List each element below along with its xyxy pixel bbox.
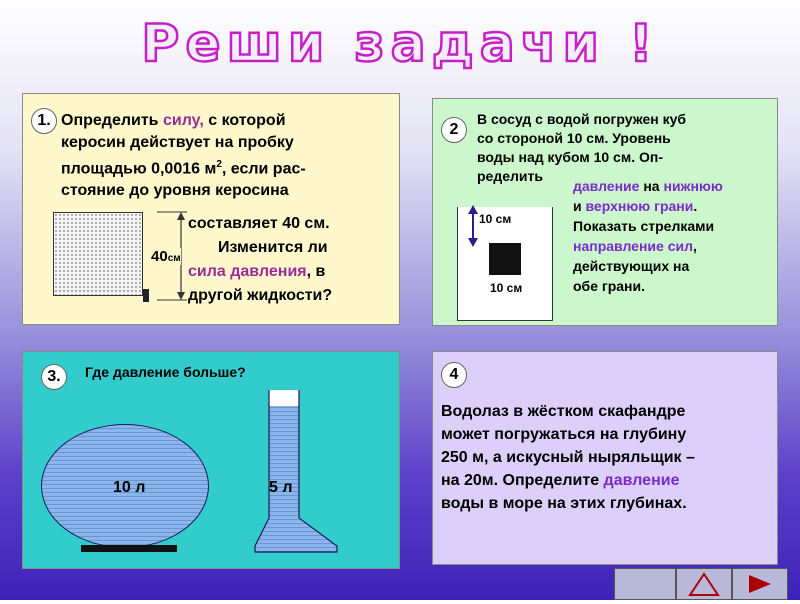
task-1-text: Определить силу, с которой керосин действует на пробку площадью 0,0016 $м^2$, если рас- стояние до уровня керосина bbox=[61, 112, 306, 200]
page-title: Реши задачи ! bbox=[141, 14, 659, 74]
large-vessel-stand bbox=[81, 545, 177, 552]
task-2-panel bbox=[432, 98, 778, 326]
task-3-number: 3. bbox=[41, 364, 67, 390]
height-label: 40см bbox=[151, 248, 181, 265]
funnel-vessel-volume: 5 л bbox=[269, 479, 293, 496]
nav-next-button[interactable] bbox=[732, 568, 788, 600]
depth-label: 10 см bbox=[479, 212, 512, 226]
play-arrow-icon bbox=[733, 569, 787, 599]
nav-blank-button[interactable] bbox=[614, 568, 676, 600]
cube-label: 10 см bbox=[490, 281, 523, 295]
task-1-number: 1. bbox=[31, 108, 57, 134]
task-4-text: Водолаз в жёстком скафандре может погружаться на глубину 250 м, а искусный ныряльщик – на 20м. Определите давление воды в море на этих глубинах. bbox=[441, 403, 695, 512]
task-4-panel bbox=[432, 351, 778, 565]
nav-back-button[interactable] bbox=[676, 568, 732, 600]
task-2-text: В сосуд с водой погружен куб со стороной 10 см. Уровень воды над кубом 10 см. Оп- ределить bbox=[477, 111, 687, 184]
task-1-text-continued: составляет 40 см. Изменится ли сила давления, в другой жидкости? bbox=[188, 215, 333, 304]
task-3-panel bbox=[22, 351, 400, 569]
task-1-panel bbox=[22, 93, 400, 325]
kerosene-vessel bbox=[53, 212, 143, 296]
large-vessel-volume: 10 л bbox=[113, 479, 146, 496]
triangle-outline-icon bbox=[677, 569, 731, 599]
task-2-number: 2 bbox=[441, 117, 467, 143]
cube bbox=[489, 243, 521, 275]
task-3-question: Где давление больше? bbox=[85, 364, 246, 380]
funnel-vessel bbox=[253, 388, 341, 554]
depth-arrow bbox=[463, 203, 483, 249]
task-4-number: 4 bbox=[441, 362, 467, 388]
task-2-text-continued: давление на нижнюю и верхнюю грани. Показать стрелками направление сил, действующих на обе грани. bbox=[573, 178, 723, 294]
